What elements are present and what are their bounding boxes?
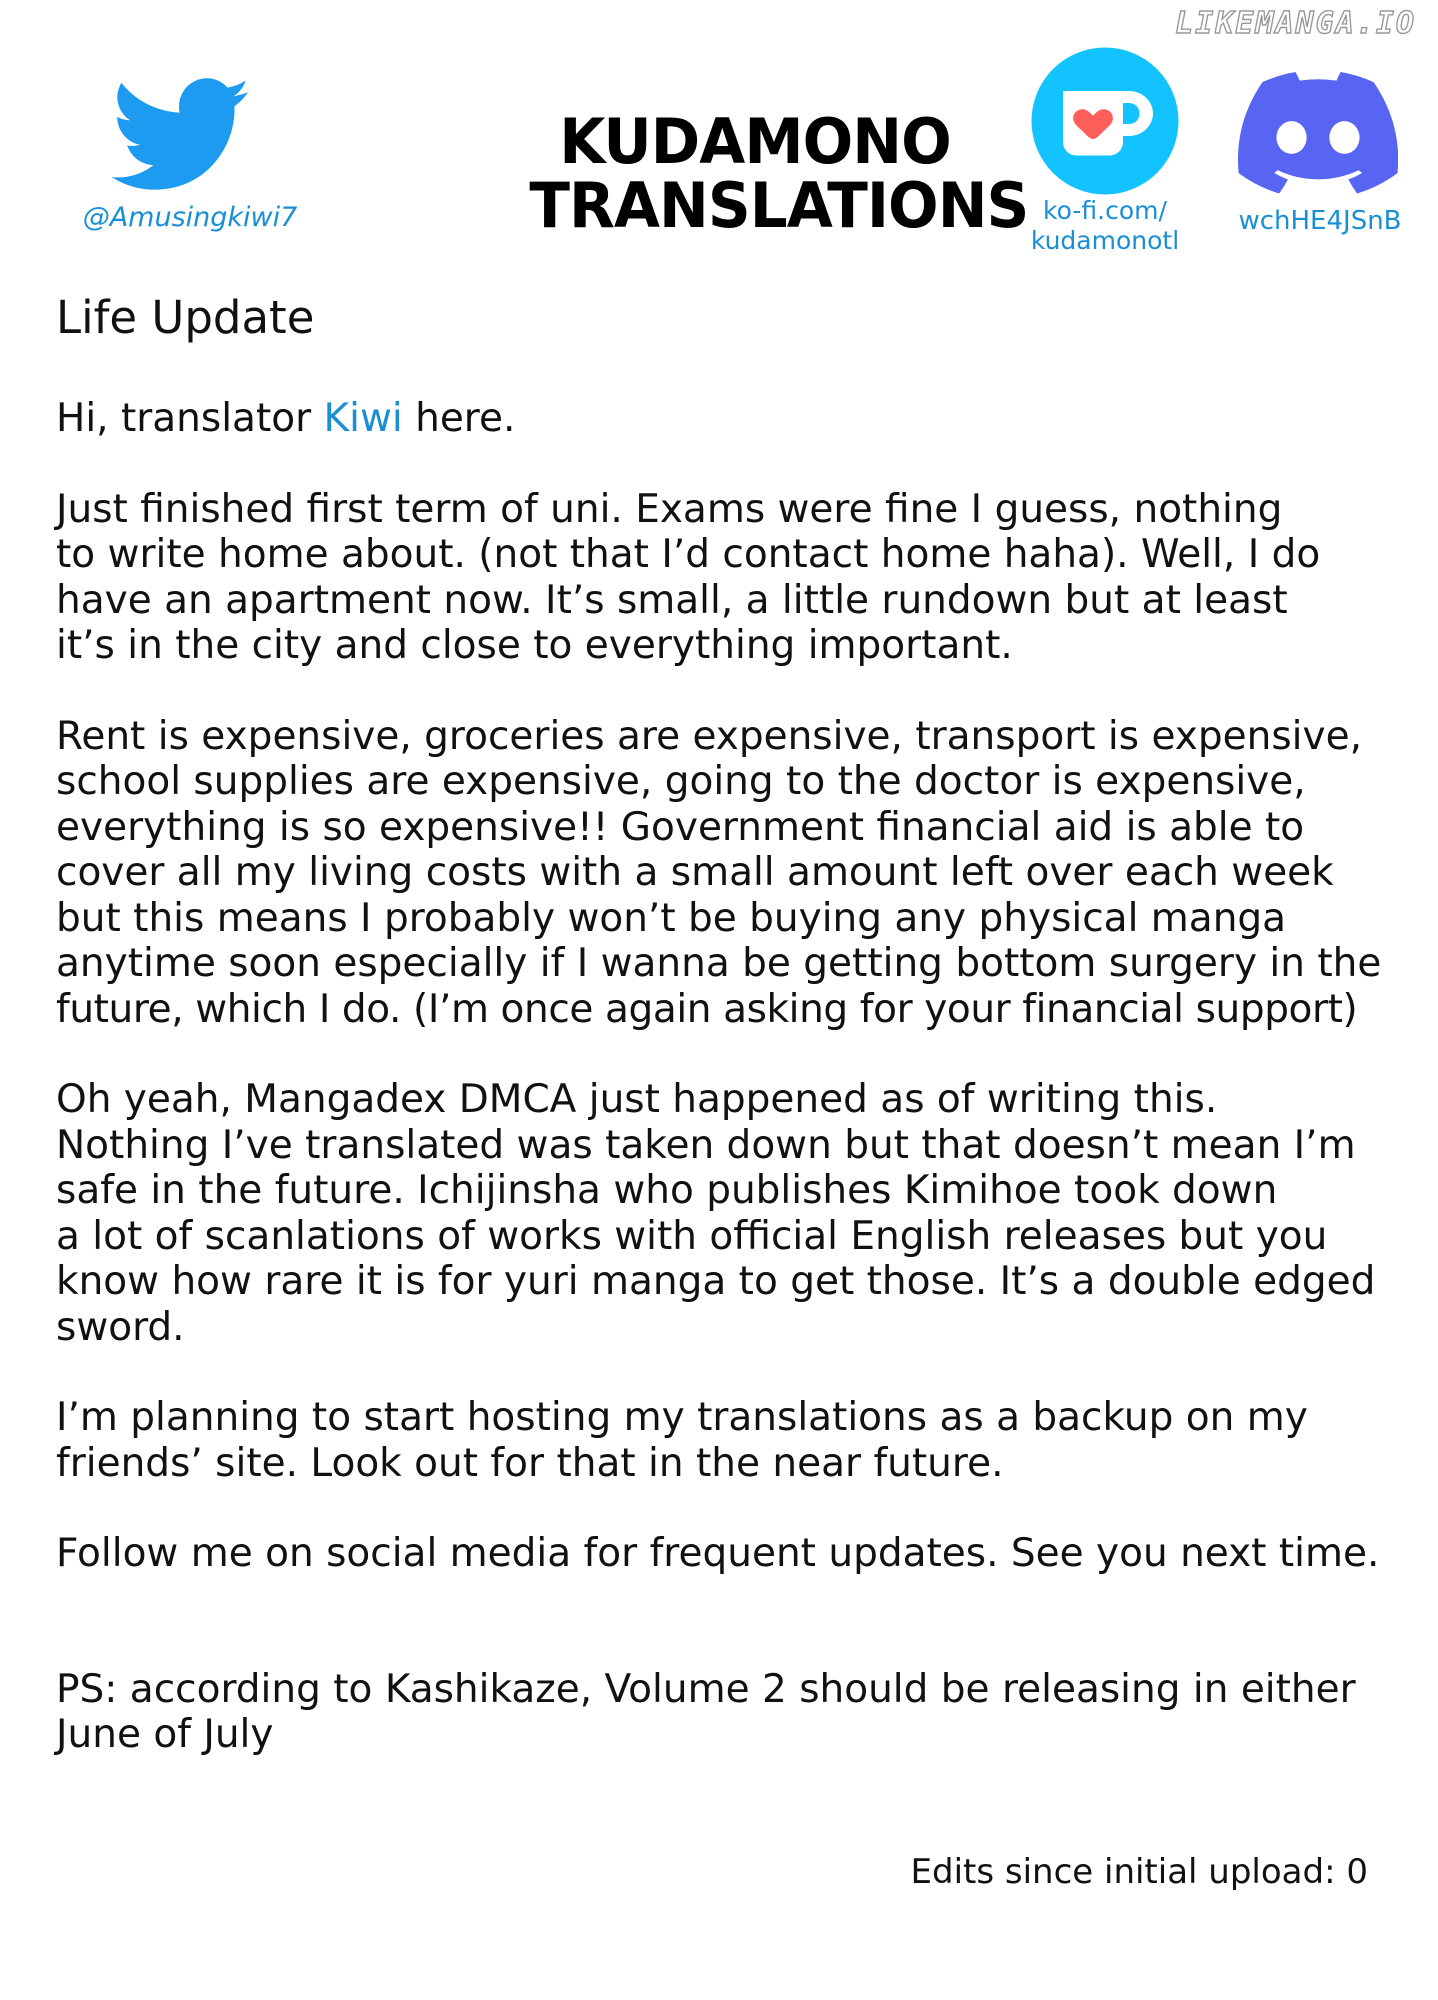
paragraph-dmca: [56, 1077, 1426, 1350]
paragraph-line: I’m planning to start hosting my translations as a backup on my: [56, 1395, 1308, 1440]
paragraph-line: Oh yeah, Mangadex DMCA just happened as of writing this.: [56, 1077, 1218, 1122]
ko-fi-url-line-1: ko-fi.com/: [1043, 196, 1167, 225]
post-title: Life Update: [56, 291, 315, 344]
paragraph-line: safe in the future. Ichijinsha who publishes Kimihoe took down: [56, 1168, 1278, 1213]
paragraph-line: a lot of scanlations of works with official English releases but you: [56, 1213, 1328, 1259]
ko-fi-url[interactable]: [1000, 196, 1210, 256]
twitter-bird-icon[interactable]: [112, 76, 252, 196]
paragraph-expenses: [56, 714, 1426, 1033]
paragraph-line: Follow me on social media for frequent updates. See you next time.: [56, 1531, 1380, 1576]
paragraph-line: have an apartment now. It’s small, a little rundown but at least: [56, 577, 1288, 623]
greeting-before: Hi, translator: [56, 396, 324, 441]
greeting-after: here.: [402, 396, 516, 441]
paragraph-line: June of July: [56, 1712, 274, 1757]
paragraph-line: Just finished first term of uni. Exams were fine I guess, nothing: [56, 486, 1283, 532]
watermark: LIKEMANGA.IO: [1175, 6, 1416, 41]
discord-invite-code[interactable]: wchHE4JSnB: [1238, 206, 1402, 236]
ko-fi-url-line-2: kudamonotl: [1030, 226, 1180, 255]
paragraph-line: sword.: [56, 1304, 185, 1350]
paragraph-line: school supplies are expensive, going to the doctor is expensive,: [56, 759, 1306, 804]
edits-counter: Edits since initial upload: 0: [910, 1852, 1368, 1892]
paragraph-line: to write home about. (not that I’d contact home haha). Well, I do: [56, 532, 1321, 577]
paragraph-line: Rent is expensive, groceries are expensive, transport is expensive,: [56, 713, 1362, 759]
post-body: [56, 290, 1426, 1803]
translator-name: Kiwi: [323, 396, 403, 441]
paragraph-hosting: [56, 1395, 1426, 1486]
paragraph-uni: [56, 487, 1426, 669]
twitter-handle[interactable]: @Amusingkiwi7: [82, 202, 298, 233]
paragraph-line: future, which I do. (I’m once again asking for your financial support): [56, 986, 1358, 1032]
paragraph-line: know how rare it is for yuri manga to get those. It’s a double edged: [56, 1259, 1376, 1304]
brand-line-1: KUDAMONO: [559, 105, 951, 178]
brand-logo-text: [529, 105, 1029, 242]
paragraph-line: but this means I probably won’t be buying any physical manga: [56, 895, 1287, 941]
paragraph-follow: [56, 1531, 1426, 1577]
ko-fi-cup-icon[interactable]: [1030, 46, 1180, 196]
paragraph-line: friends’ site. Look out for that in the near future.: [56, 1440, 1004, 1486]
paragraph-line: everything is so expensive!! Government financial aid is able to: [56, 804, 1305, 850]
paragraph-line: PS: according to Kashikaze, Volume 2 should be releasing in either: [56, 1666, 1356, 1712]
paragraph-line: anytime soon especially if I wanna be getting bottom surgery in the: [56, 941, 1382, 986]
brand-line-2: TRANSLATIONS: [529, 169, 1029, 242]
discord-icon[interactable]: [1238, 70, 1398, 195]
greeting-paragraph: [56, 396, 1426, 442]
paragraph-line: cover all my living costs with a small amount left over each week: [56, 850, 1334, 895]
header: [0, 0, 1438, 270]
paragraph-line: it’s in the city and close to everything important.: [56, 623, 1013, 668]
paragraph-line: Nothing I’ve translated was taken down but that doesn’t mean I’m: [56, 1122, 1356, 1168]
paragraph-ps: [56, 1667, 1426, 1758]
